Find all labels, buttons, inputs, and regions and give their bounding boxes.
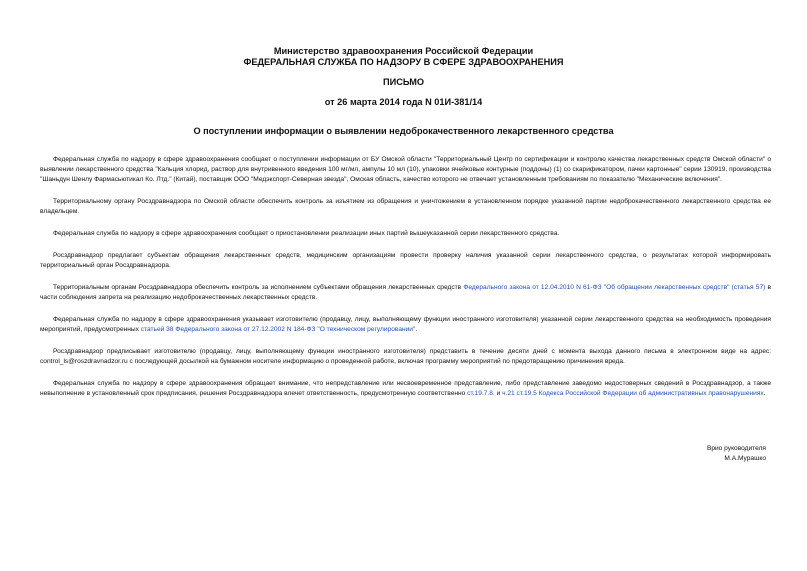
paragraph-8-text-2: и [494,390,503,398]
paragraph-1: Федеральная служба по надзору в сфере здравоохранения сообщает о поступлении информации от БУ Омской области "Территориальный Центр по сертификации и контролю качества лекарственных средств Омской области" о выявлении лекарственного средства "Кальция хлорид, раствор для внутривенного введения 100 мг/мл, ампулы 10 мл (10), упаковки ячейковые контурные (поддоны) (1) со скарификатором, пачки картонные" серии 130919, производства "Шаньдун Шенлу Фармасьютикал Ко. Лтд." (Китай), поставщик ООО "Медэкспорт-Северная звезда", Омская область, качество которого не отвечает установленным требованиям по показателю "Механические включения". [40,156,771,184]
document-date-number: от 26 марта 2014 года N 01И-381/14 [324,97,483,107]
paragraph-5-text-1: Территориальным органам Росздравнадзора обеспечить контроль за исполнением субъектами обращения лекарственных средств [53,284,464,291]
article-57-link[interactable]: (статья 57) [731,284,766,291]
paragraph-6-text-1: Федеральная служба по надзору в сфере здравоохранения указывает изготовителю (продавцу, лицу, выполняющему функции иностранного изготовителя) указанной серии лекарственного средства на необходимость проведения мероприятий, предусмотренных [40,316,771,334]
paragraph-6 [40,315,771,335]
article-19-7-8-link[interactable]: ст.19.7.8. [467,390,495,398]
document-body [40,155,771,411]
law-184fz-link[interactable]: статьей 38 Федерального закона от 27.12.2002 N 184-ФЗ "О техническом регулировании" [140,326,416,334]
paragraph-7: Росздравнадзор предписывает изготовителю (продавцу, лицу, выполняющему функции иностранного изготовителя) представить в течение десяти дней с момента выхода данного письма в электронном виде на адрес: control_ls@roszdravnadzor.ru с последующей досылкой на бумажном носителе информацию о проведенной работе, включая программу мероприятий по предотвращению причинения вреда. [40,348,771,366]
service-name: ФЕДЕРАЛЬНАЯ СЛУЖБА ПО НАДЗОРУ В СФЕРЕ ЗДРАВООХРАНЕНИЯ [243,57,564,67]
koap-article-19-5-link[interactable]: ч.21 ст.19.5 Кодекса Российской Федерации об административных правонарушениях [502,390,764,398]
document-type: ПИСЬМО [382,77,425,87]
paragraph-8-text-3: . [763,390,766,398]
paragraph-8 [40,379,771,399]
paragraph-5-text-3: в части соблюдения запрета на реализацию недоброкачественных лекарственных средств. [40,284,771,302]
paragraph-2: Территориальному органу Росздравнадзора по Омской области обеспечить контроль за изъятием из обращения и уничтожением в установленном порядке указанной партии недоброкачественного лекарственного средства ее владельцем. [40,198,771,216]
paragraph-8-text-1: Федеральная служба по надзору в сфере здравоохранения обращает внимание, что непредставление или несвоевременное представление, либо представление заведомо недостоверных сведений в Росздравнадзор, а также невыполнение в установленный срок предписания, решения Росздравнадзора влечет ответственность, предусмотренную соответственно [40,380,771,398]
paragraph-6-text-2: . [415,326,418,334]
ministry-name: Министерство здравоохранения Российской Федерации [273,46,534,56]
law-61fz-link[interactable]: Федерального закона от 12.04.2010 N 61-ФЗ "Об обращении лекарственных средств" [463,284,730,291]
signature-block [707,444,766,464]
signature-name: М.А.Мурашко [724,455,766,462]
signature-position: Врио руководителя [706,445,766,452]
paragraph-3: Федеральная служба по надзору в сфере здравоохранения сообщает о приостановлении реализации иных партий вышеуказанной серии лекарственного средства. [53,230,560,238]
document-title: О поступлении информации о выявлении недоброкачественного лекарственного средства [193,126,614,136]
paragraph-4: Росздравнадзор предлагает субъектам обращения лекарственных средств, медицинским организациям провести проверку наличия указанной серии лекарственного средства, о результатах которой информировать территориальный орган Росздравнадзора. [40,252,771,270]
paragraph-5 [40,283,771,303]
